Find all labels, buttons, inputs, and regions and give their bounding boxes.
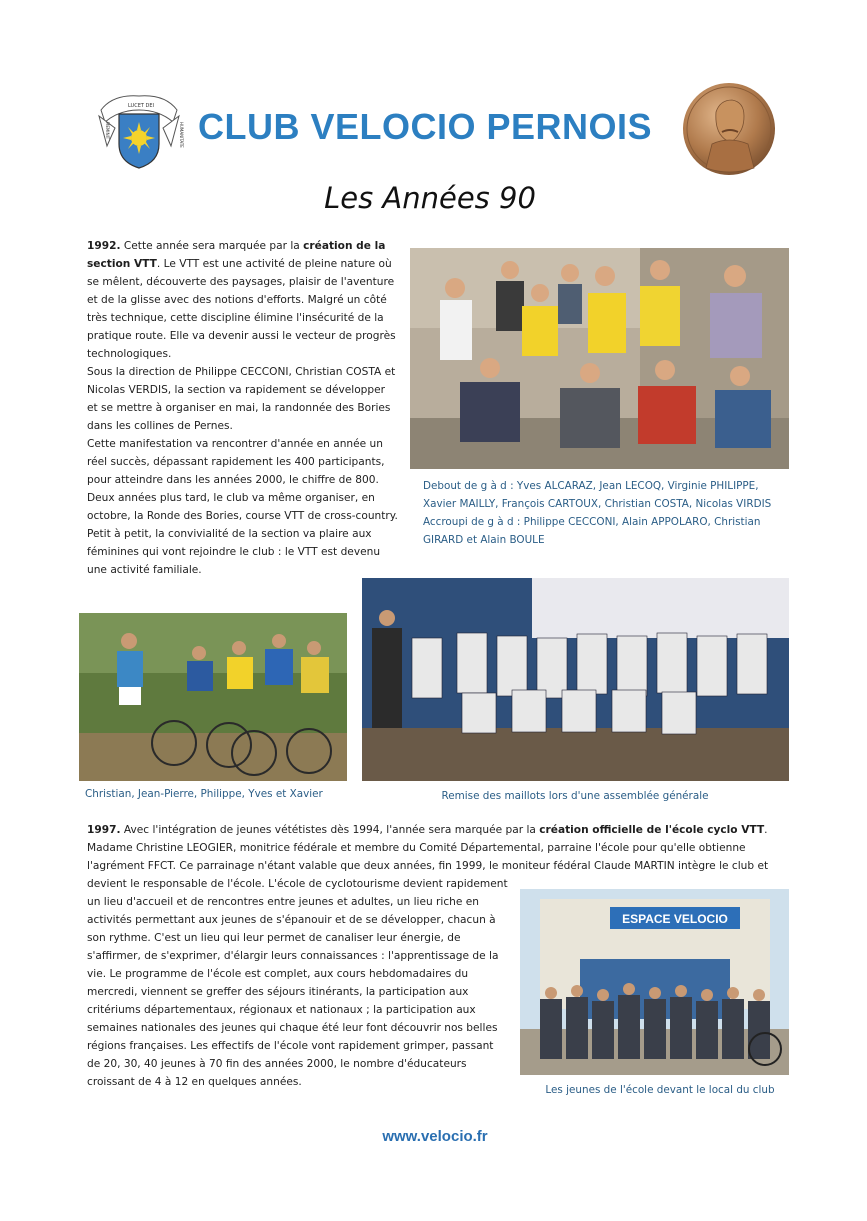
crest-motto-left: MEMINIT (105, 122, 110, 140)
group-caption-line-2: Xavier MAILLY, François CARTOUX, Christian COSTA, Nicolas VIRDIS (423, 498, 772, 510)
group-photo-caption (423, 477, 789, 549)
crest-motto-right: HUMANITATE (179, 122, 184, 148)
velocio-medal-portrait (682, 82, 776, 176)
group-caption-line-4: GIRARD et Alain BOULE (423, 534, 545, 546)
crest-motto-word-1: LUCET (128, 103, 144, 109)
section-1997-full-width: Madame Christine LEOGIER, monitrice fédérale et membre du Comité Départemental, parraine l'école pour qu'elle obtienne l'agrément FFCT. Ce parrainage n'étant valable que deux années, fin 1999, le moniteur fédéral Claude MARTIN intègre le club et devient le responsable de l'école. L'école de cyclotourisme devient rapidement (87, 842, 769, 890)
section-1997-intro (87, 821, 791, 893)
year-1992: 1992. (87, 240, 121, 252)
section-title: Les Années 90 (324, 181, 536, 215)
club-title: CLUB VELOCIO PERNOIS (198, 106, 653, 147)
lead-end-1997: . (764, 824, 768, 836)
group-caption-line-3: Accroupi de g à d : Philippe CECCONI, Alain APPOLARO, Christian (423, 516, 761, 528)
paragraph-1992-1: . Le VTT est une activité de pleine nature où se mêlent, découverte des paysages, plaisir de l'aventure et de la glisse avec des notions d'efforts. Malgré un côté très technique, cette discipline élimine l'insécurité de la pratique route. Elle va devenir aussi le vecteur de progrès technologiques. (87, 258, 396, 360)
section-1997-narrow: un lieu d'accueil et de rencontres entre jeunes et adultes, un lieu riche en activités permettant aux jeunes de s'épanouir et de se développer, chacun à son rythme. C'est un lieu qui leur permet de canaliser leur énergie, de s'affirmer, de s'exprimer, d'élargir leurs connaissances : l'apprentissage de la vie. Le programme de l'école est complet, aux cours hebdomadaires du mercredi, viennent se greffer des séjours itinérants, la participation aux critériums départementaux, régionaux et nationaux ; la participation aux semaines nationales des jeunes qui chaque été leur font découvrir nos belles régions françaises. Les effectifs de l'école vont rapidement grimper, passant de 20, 30, 40 jeunes à 70 fin des années 2000, le nombre d'éducateurs croissant de 4 à 12 en quelques années. (87, 896, 499, 1088)
paragraph-1992-2: Sous la direction de Philippe CECCONI, Christian COSTA et Nicolas VERDIS, la section va rapidement se développer et se mettre à organiser en mai, la randonnée des Bories dans les collines de Pernes. (87, 366, 396, 432)
year-1997: 1997. (87, 824, 121, 836)
lead-text-1992: Cette année sera marquée par la (120, 240, 304, 252)
footer-website-link[interactable]: www.velocio.fr (382, 1128, 488, 1145)
lead-bold-1997: création officielle de l'école cyclo VTT (539, 824, 765, 836)
crest-motto-top (117, 103, 165, 113)
lead-bold-1992: création de la section VTT (87, 240, 386, 270)
assembly-jerseys-photo (362, 578, 789, 781)
school-photo-caption: Les jeunes de l'école devant le local du club (545, 1084, 775, 1096)
section-1992-text (87, 237, 399, 589)
riders-forest-photo (79, 613, 347, 781)
paragraph-1992-3: Cette manifestation va rencontrer d'année en année un réel succès, dépassant rapidement les 400 participants, pour atteindre dans les années 2000, le chiffre de 800. Deux années plus tard, le club va même organiser, en octobre, la Ronde des Bories, course VTT de cross-country. Petit à petit, la convivialité de la section va plaire aux féminines qui vont rejoindre le club : le VTT est devenu une activité familiale. (87, 438, 398, 576)
lead-text-1997: Avec l'intégration de jeunes vététistes dès 1994, l'année sera marquée par la (120, 824, 540, 836)
section-1992-paragraph-1 (87, 237, 399, 363)
crest-motto-word-2: DEI (145, 103, 154, 109)
section-1997-lead (87, 821, 791, 839)
assembly-photo-caption: Remise des maillots lors d'une assemblée générale (441, 790, 709, 802)
espace-velocio-sign: ESPACE VELOCIO (622, 912, 728, 926)
group-caption-line-1: Debout de g à d : Yves ALCARAZ, Jean LECOQ, Virginie PHILIPPE, (423, 480, 759, 492)
group-photo-vtt-section (410, 248, 789, 469)
riders-photo-caption: Christian, Jean-Pierre, Philippe, Yves et Xavier (85, 788, 323, 800)
